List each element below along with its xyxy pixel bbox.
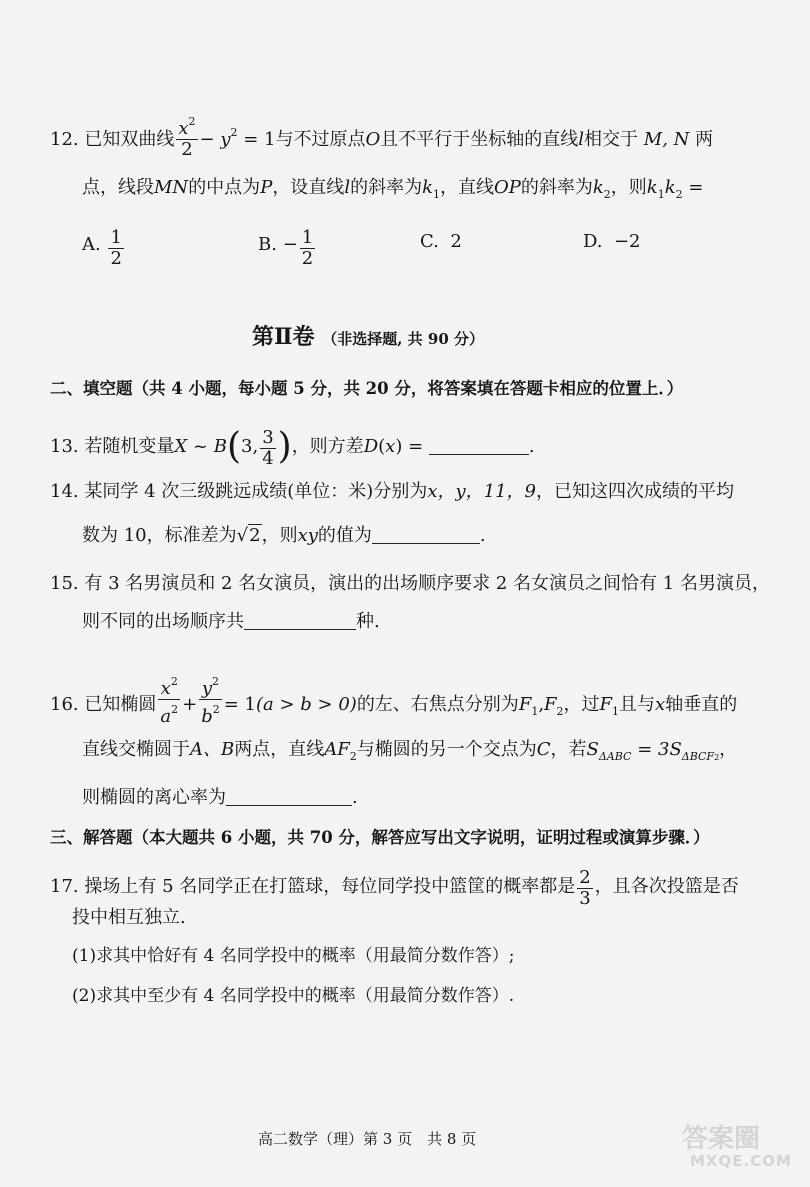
q16-text: 已知椭圆 xyxy=(84,694,157,715)
q16-text: ， xyxy=(719,739,738,760)
page-footer: 高二数学（理）第 3 页 共 8 页 xyxy=(258,1130,477,1148)
option-value: 2 xyxy=(450,231,462,252)
q14-vars: x，y，11，9 xyxy=(427,481,537,502)
q16-answer-blank[interactable] xyxy=(226,787,352,806)
q16-line2: 直线交椭圆于A、B两点，直线$AF_2$与椭圆的另一个交点为C，若$S_{\Delta ABC} = 3S_{\Delta BCF2}$， xyxy=(82,739,738,763)
q13-frac-num: 3 xyxy=(262,427,274,448)
option-label: C. xyxy=(420,231,439,252)
q14-line2: 数为 10，标准差为√2，则xy的值为 . xyxy=(82,525,486,546)
q14-text: ，已知这四次成绩的平均 xyxy=(536,481,735,502)
q12-text: ，则 xyxy=(610,177,647,198)
q12-text: ，直线 xyxy=(440,177,494,198)
q15-text: 种. xyxy=(356,611,380,632)
q15-line1 xyxy=(50,572,770,596)
q12-var: k xyxy=(592,177,604,198)
q16-number: 16. xyxy=(50,694,79,715)
q16-line3 xyxy=(82,786,358,810)
q15-answer-blank[interactable] xyxy=(244,611,356,630)
q13-frac-den: 4 xyxy=(262,448,274,469)
q16-line1: 16. 已知椭圆 $\frac{x^2}{a^2}$ + $\frac{y^2}{b^2}$ = 1(a > b > 0)的左、右焦点分别为$F_1,F_2$，过$F_1$且与x轴垂直的 xyxy=(50,672,737,727)
q12-text: 已知双曲线 xyxy=(84,129,175,150)
q13-text: 若随机变量 xyxy=(84,436,175,457)
q17-line1 xyxy=(50,868,739,909)
q16-var: A、B xyxy=(190,739,235,760)
q12-seg: MN xyxy=(154,177,189,198)
q12-var: k xyxy=(646,177,658,198)
q16-var: C xyxy=(536,739,551,760)
q16-var: y xyxy=(201,678,213,699)
q16-var: F xyxy=(518,694,532,715)
solve-heading: 三、解答题（本大题共 6 小题，共 70 分，解答应写出文字说明，证明过程或演算步骤．） xyxy=(50,828,710,847)
q12-var: l xyxy=(344,177,351,198)
q12-frac-num: x xyxy=(178,118,189,139)
q12-text: 相交于 xyxy=(584,129,639,150)
q16-text: 直线交椭圆于 xyxy=(82,739,190,760)
q16-sub: ΔBCF xyxy=(681,750,715,763)
q12-points: M, N xyxy=(643,129,690,150)
q16-text: 与椭圆的另一个交点为 xyxy=(356,739,537,760)
q14-line1 xyxy=(50,480,734,504)
q16-var: AF xyxy=(324,739,350,760)
option-frac-num: 1 xyxy=(110,227,122,248)
q16-var: x xyxy=(655,694,666,715)
q16-text: 且与 xyxy=(619,694,656,715)
q17-text: ，且各次投篮是否 xyxy=(594,876,739,897)
option-frac-den: 2 xyxy=(301,248,314,269)
q14-text: 的值为 xyxy=(317,525,372,546)
q12-line2: 点，线段MN的中点为P，设直线l的斜率为$k_1$，直线OP的斜率为$k_2$，则$k_1k_2$ = xyxy=(82,177,704,201)
q12-line1: 12. 已知双曲线 $\frac{x^2}{2}$ − $y^2 = 1$与不过原点O且不平行于坐标轴的直线l相交于 M, N 两 xyxy=(50,112,713,160)
option-frac-den: 2 xyxy=(110,248,122,269)
q12-option-d xyxy=(583,230,641,254)
q15-number: 15. xyxy=(50,573,79,594)
q14-text: 某同学 4 次三级跳远成绩(单位：米)分别为 xyxy=(84,481,428,502)
q12-text: ，设直线 xyxy=(272,177,345,198)
q16-var: a xyxy=(160,706,172,727)
q17-line2: 投中相互独立. xyxy=(72,907,186,928)
q12-fraction: $\frac{x^2}{2}$ xyxy=(176,112,197,160)
watermark-logo: 答案圈 xyxy=(682,1124,761,1154)
q16-text: ，过 xyxy=(563,694,600,715)
q12-point: O xyxy=(365,129,381,150)
option-value: −2 xyxy=(613,231,641,252)
q17-frac-den: 3 xyxy=(579,888,591,909)
q12-text: 的斜率为 xyxy=(350,177,423,198)
q13-text: ，则方差 xyxy=(291,436,364,457)
q12-text: 与不过原点 xyxy=(275,129,366,150)
q16-text: 两点，直线 xyxy=(234,739,325,760)
q12-frac-den: 2 xyxy=(181,139,193,160)
q16-var: F xyxy=(599,694,613,715)
q14-text: 数为 10，标准差为 xyxy=(82,525,237,546)
q16-end: . xyxy=(352,787,358,808)
q12-text: 点，线段 xyxy=(82,177,154,198)
q16-var: S xyxy=(586,739,599,760)
q16-var: b xyxy=(201,706,213,727)
q14-text: ，则 xyxy=(261,525,298,546)
option-label: D. xyxy=(583,231,603,252)
q14-var: xy xyxy=(297,525,318,546)
q12-option-c xyxy=(420,230,462,254)
watermark-url: MXQE.COM xyxy=(690,1152,792,1170)
q14-end: . xyxy=(479,525,486,546)
q16-sub: ΔABC xyxy=(598,750,632,763)
q13-answer-blank[interactable] xyxy=(429,436,529,455)
q16-cond: (a > b > 0) xyxy=(256,694,357,715)
option-frac-num: 1 xyxy=(301,227,314,248)
q13-var: D xyxy=(363,436,379,457)
q12-option-a xyxy=(82,228,126,269)
q12-line-var: l xyxy=(578,129,585,150)
q16-eq: = 3S xyxy=(637,739,682,760)
q12-eq-value: = 1 xyxy=(243,129,276,150)
q13: 13. 若随机变量X ~ B(3, $\frac{3}{4}$ )，则方差D(x) = . xyxy=(50,426,535,469)
q14-sqrt: 2 xyxy=(249,525,261,546)
q13-var: X ~ B xyxy=(174,436,227,457)
q13-eq: = xyxy=(408,436,424,457)
q17-text: 操场上有 5 名同学正在打篮球，每位同学投中篮筐的概率都是 xyxy=(84,876,576,897)
q12-eq: − y xyxy=(199,129,231,150)
section2-title xyxy=(252,322,484,354)
q13-param: 3, xyxy=(241,436,259,457)
section2-title-text: 第Ⅱ卷 xyxy=(252,324,315,350)
option-sign: − xyxy=(282,234,298,255)
q12-var: k xyxy=(422,177,433,198)
section2-subtitle: （非选择题, 共 90 分） xyxy=(322,330,484,348)
q12-text: 且不平行于坐标轴的直线 xyxy=(380,129,579,150)
q17-part1: (1)求其中恰好有 4 名同学投中的概率（用最简分数作答）; xyxy=(72,946,515,966)
q12-option-b xyxy=(258,228,317,269)
q12-number: 12. xyxy=(50,129,79,150)
q15-line2 xyxy=(82,610,380,634)
q14-number: 14. xyxy=(50,481,79,502)
q16-text: 则椭圆的离心率为 xyxy=(82,787,226,808)
q12-var: OP xyxy=(494,177,521,198)
q17-part2: (2)求其中至少有 4 名同学投中的概率（用最简分数作答）. xyxy=(72,986,515,1006)
q12-text: 的斜率为 xyxy=(520,177,593,198)
option-label: A. xyxy=(82,234,101,255)
q15-text: 则不同的出场顺序共 xyxy=(82,611,244,632)
q16-text: ，若 xyxy=(550,739,587,760)
q12-var: P xyxy=(260,177,273,198)
q16-text: 的左、右焦点分别为 xyxy=(356,694,519,715)
q13-var: x xyxy=(385,436,396,457)
q12-text: 两 xyxy=(695,129,714,150)
q17-frac-num: 2 xyxy=(579,867,591,888)
q17-number: 17. xyxy=(50,876,79,897)
q13-end: . xyxy=(528,436,535,457)
q12-text: 的中点为 xyxy=(188,177,261,198)
q15-text: 有 3 名男演员和 2 名女演员，演出的出场顺序要求 2 名女演员之间恰有 1 名男演员， xyxy=(84,573,770,594)
option-label: B. xyxy=(258,234,277,255)
q16-eq: = 1 xyxy=(223,694,256,715)
q12-text: = xyxy=(688,177,704,198)
q16-text: 轴垂直的 xyxy=(665,694,738,715)
q16-var: x xyxy=(160,678,171,699)
q13-number: 13. xyxy=(50,436,79,457)
fill-heading: 二、填空题（共 4 小题，每小题 5 分，共 20 分，将答案填在答题卡相应的位置上．） xyxy=(50,379,684,398)
q14-answer-blank[interactable] xyxy=(372,525,480,544)
